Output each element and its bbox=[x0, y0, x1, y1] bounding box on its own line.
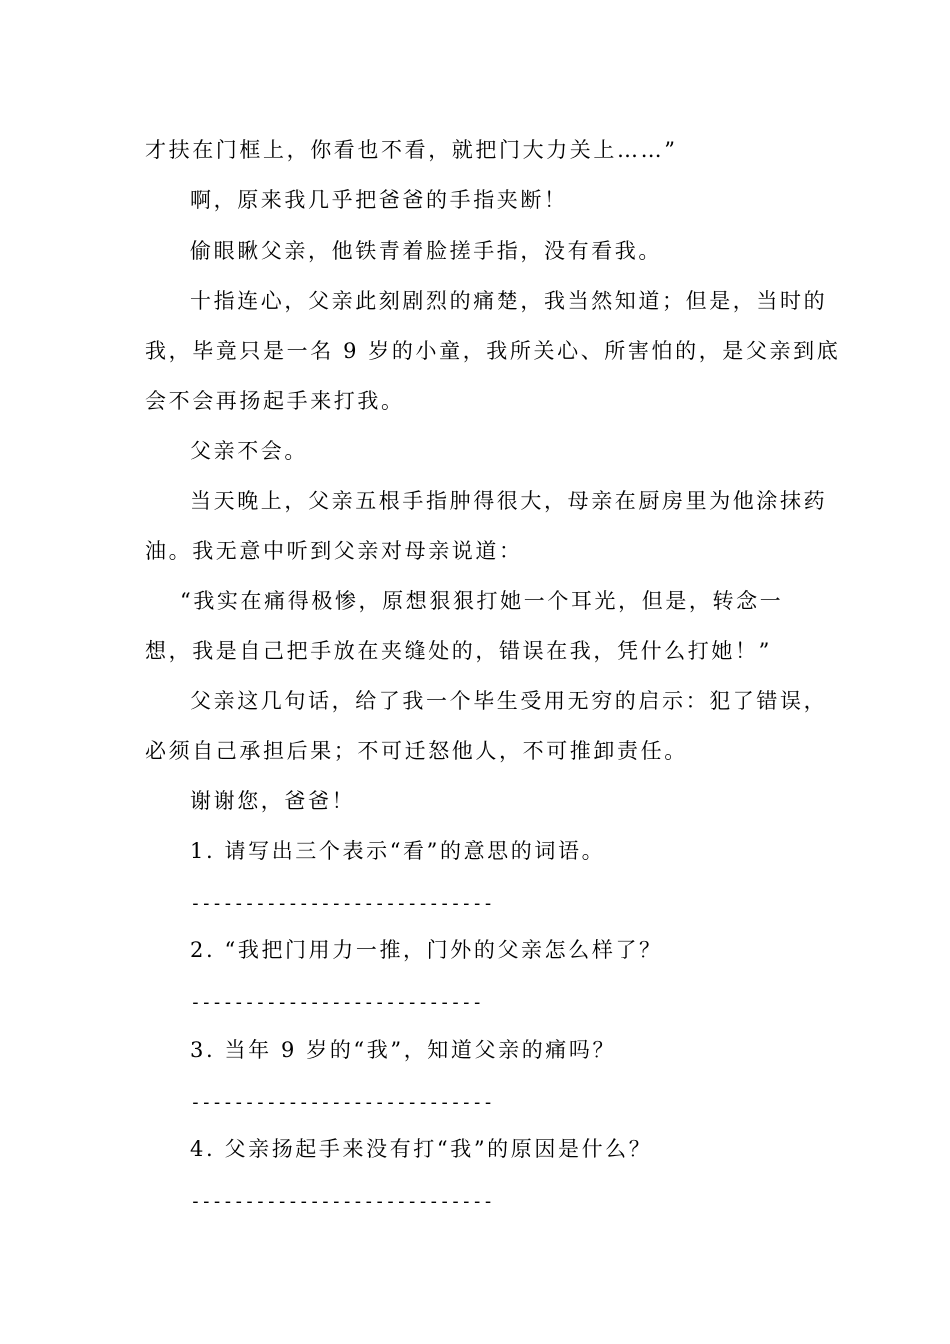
passage-line: 才扶在门框上，你看也不看，就把门大力关上……” bbox=[145, 138, 678, 162]
passage-line: 我，毕竟只是一名 9 岁的小童，我所关心、所害怕的，是父亲到底 bbox=[145, 339, 841, 363]
passage-line: 十指连心，父亲此刻剧烈的痛楚，我当然知道；但是，当时的 bbox=[190, 289, 828, 313]
answer-line-3[interactable]: ---------------------------- bbox=[190, 1092, 494, 1113]
question-4: 4. 父亲扬起手来没有打“我”的原因是什么？ bbox=[190, 1137, 653, 1161]
answer-line-2[interactable]: --------------------------- bbox=[190, 992, 483, 1013]
passage-line: 当天晚上，父亲五根手指肿得很大，母亲在厨房里为他涂抹药 bbox=[190, 489, 828, 513]
answer-line-1[interactable]: ---------------------------- bbox=[190, 893, 494, 914]
question-2: 2. “我把门用力一推，门外的父亲怎么样了？ bbox=[190, 938, 663, 962]
passage-line: 想，我是自己把手放在夹缝处的，错误在我，凭什么打她！” bbox=[145, 639, 772, 663]
passage-line: 油。我无意中听到父亲对母亲说道： bbox=[145, 539, 523, 563]
passage-line: “我实在痛得极惨，原想狠狠打她一个耳光，但是，转念一 bbox=[180, 589, 784, 613]
passage-line: 父亲这几句话，给了我一个毕生受用无穷的启示：犯了错误， bbox=[190, 689, 828, 713]
passage-line: 偷眼瞅父亲，他铁青着脸搓手指，没有看我。 bbox=[190, 239, 662, 263]
passage-line: 啊，原来我几乎把爸爸的手指夹断！ bbox=[190, 188, 568, 212]
passage-line: 谢谢您，爸爸！ bbox=[190, 789, 356, 813]
passage-line: 父亲不会。 bbox=[190, 439, 308, 463]
answer-line-4[interactable]: ---------------------------- bbox=[190, 1191, 494, 1212]
question-3: 3. 当年 9 岁的“我”，知道父亲的痛吗？ bbox=[190, 1038, 617, 1062]
question-1: 1. 请写出三个表示“看”的意思的词语。 bbox=[190, 839, 606, 863]
passage-line: 会不会再扬起手来打我。 bbox=[145, 389, 405, 413]
passage-line: 必须自己承担后果；不可迁怒他人，不可推卸责任。 bbox=[145, 739, 688, 763]
